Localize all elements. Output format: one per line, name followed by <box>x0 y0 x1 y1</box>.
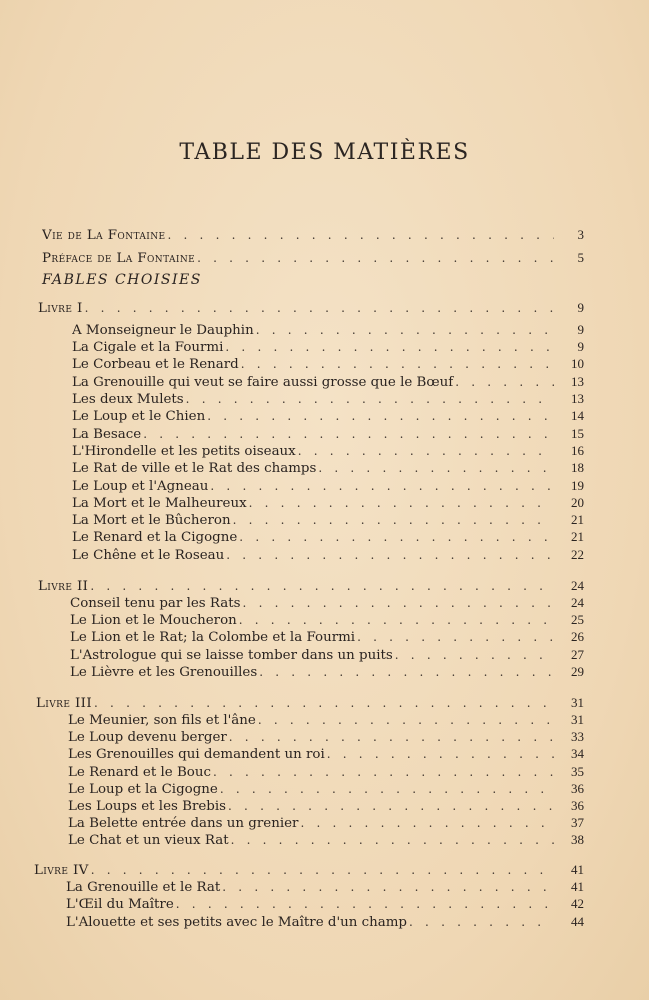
toc-entry <box>72 528 584 546</box>
toc-page-number: 9 <box>577 339 584 354</box>
toc-page-number: 33 <box>571 729 584 744</box>
toc-entry <box>66 878 584 896</box>
dot-leader <box>233 512 554 529</box>
dot-leader <box>207 408 554 425</box>
toc-page-number: 20 <box>571 495 584 510</box>
toc-entry-label: L'Astrologue qui se laisse tomber dans un puits <box>70 648 393 663</box>
dot-leader <box>197 250 554 267</box>
toc-page-number: 21 <box>571 512 584 527</box>
toc-entry-label: Les Loups et les Brebis <box>68 799 227 814</box>
toc-entry <box>72 459 584 477</box>
toc-page-number: 27 <box>571 647 584 662</box>
dot-leader <box>231 832 554 849</box>
toc-page-number: 16 <box>571 443 584 458</box>
dot-leader <box>258 712 554 729</box>
dot-leader <box>455 374 554 391</box>
toc-entry <box>72 511 584 529</box>
livre-heading <box>34 861 584 879</box>
dot-leader <box>298 443 554 460</box>
toc-entry-label: La Cigale et la Fourmi <box>72 340 224 355</box>
dot-leader <box>220 781 554 798</box>
dot-leader <box>168 227 555 244</box>
dot-leader <box>210 478 554 495</box>
toc-entry <box>70 611 584 629</box>
dot-leader <box>318 460 554 477</box>
dot-leader <box>395 647 554 664</box>
toc-page-number: 24 <box>571 595 584 610</box>
toc-page-number: 21 <box>571 529 584 544</box>
toc-page-number: 15 <box>571 426 584 441</box>
toc-entry <box>72 321 584 339</box>
dot-leader <box>239 612 554 629</box>
toc-entry-label: L'Alouette et ses petits avec le Maître d'un champ <box>66 915 408 930</box>
toc-entry-label: A Monseigneur le Dauphin <box>72 323 254 338</box>
toc-entry <box>72 355 584 373</box>
dot-leader <box>143 426 554 443</box>
dot-leader <box>229 729 554 746</box>
toc-page-number: 26 <box>571 629 584 644</box>
toc-page-number: 3 <box>577 227 584 242</box>
toc-entry-label: Les Grenouilles qui demandent un roi <box>68 747 325 762</box>
toc-page-number: 37 <box>571 815 584 830</box>
toc-entry <box>72 477 584 495</box>
toc-page-number: 13 <box>571 374 584 389</box>
toc-page-number: 38 <box>571 832 584 847</box>
toc-entry-label: La Grenouille qui veut se faire aussi grosse que le Bœuf <box>72 375 454 390</box>
dot-leader <box>90 578 554 595</box>
dot-leader <box>85 300 554 317</box>
toc-entry-vie <box>42 226 584 244</box>
toc-entry <box>68 745 584 763</box>
dot-leader <box>176 896 554 913</box>
toc-page-number: 29 <box>571 664 584 679</box>
toc-entry-preface <box>42 249 584 267</box>
toc-entry-label: Le Lion et le Moucheron <box>70 613 237 628</box>
toc-entry-label: Le Rat de ville et le Rat des champs <box>72 461 317 476</box>
dot-leader <box>243 595 554 612</box>
toc-entry <box>68 797 584 815</box>
toc-entry <box>68 831 584 849</box>
toc-entry-label: Conseil tenu par les Rats <box>70 596 241 611</box>
toc-page-number: 10 <box>571 356 584 371</box>
toc-page-number: 34 <box>571 746 584 761</box>
toc-entry <box>72 494 584 512</box>
toc-entry <box>70 663 584 681</box>
toc-page-number: 9 <box>577 322 584 337</box>
toc-entry-label: Le Loup et le Chien <box>72 409 206 424</box>
toc-page-number: 24 <box>571 578 584 593</box>
dot-leader <box>228 798 554 815</box>
toc-entry-label: Le Renard et la Cigogne <box>72 530 238 545</box>
livre-heading <box>36 694 584 712</box>
livre-label: Livre III <box>36 696 93 711</box>
toc-entry-label: La Belette entrée dans un grenier <box>68 816 299 831</box>
dot-leader <box>91 862 554 879</box>
toc-entry-label: Le Loup devenu berger <box>68 730 227 745</box>
toc-entry-label: Le Chat et un vieux Rat <box>68 833 229 848</box>
toc-entry <box>68 814 584 832</box>
livre-label: Livre II <box>38 579 89 594</box>
toc-entry <box>72 442 584 460</box>
toc-entry-label: La Mort et le Malheureux <box>72 496 247 511</box>
toc-entry <box>72 407 584 425</box>
toc-entry-label: Le Lièvre et les Grenouilles <box>70 665 258 680</box>
toc-entry <box>68 728 584 746</box>
dot-leader <box>94 695 554 712</box>
dot-leader <box>241 356 554 373</box>
toc-entry <box>70 628 584 646</box>
toc-page-number: 35 <box>571 764 584 779</box>
toc-entry <box>72 546 584 564</box>
toc-entry-label: L'Œil du Maître <box>66 897 174 912</box>
livre-label: Livre I <box>38 301 83 316</box>
toc-entry <box>72 338 584 356</box>
toc-entry <box>68 780 584 798</box>
toc-entry-label: Le Renard et le Bouc <box>68 765 211 780</box>
toc-page-number: 31 <box>571 695 584 710</box>
dot-leader <box>249 495 554 512</box>
toc-entry-label: Le Loup et l'Agneau <box>72 479 209 494</box>
toc-page-number: 42 <box>571 896 584 911</box>
dot-leader <box>222 879 554 896</box>
toc-entry <box>68 711 584 729</box>
toc-entry <box>72 390 584 408</box>
toc-page-number: 41 <box>571 879 584 894</box>
toc-entry <box>72 373 584 391</box>
dot-leader <box>259 664 554 681</box>
toc-page-number: 36 <box>571 781 584 796</box>
toc-entry <box>68 763 584 781</box>
toc-page-number: 13 <box>571 391 584 406</box>
dot-leader <box>226 547 554 564</box>
dot-leader <box>327 746 554 763</box>
dot-leader <box>225 339 554 356</box>
toc-entry <box>70 646 584 664</box>
dot-leader <box>409 914 554 931</box>
toc-page-number: 9 <box>577 300 584 315</box>
toc-page-number: 14 <box>571 408 584 423</box>
toc-entry <box>70 594 584 612</box>
toc-entry <box>72 425 584 443</box>
toc-page-number: 36 <box>571 798 584 813</box>
toc-entry <box>66 895 584 913</box>
dot-leader <box>186 391 554 408</box>
toc-entry-label: Le Lion et le Rat; la Colombe et la Fourmi <box>70 630 356 645</box>
dot-leader <box>213 764 554 781</box>
toc-entry-label: Le Meunier, son fils et l'âne <box>68 713 256 728</box>
dot-leader <box>300 815 554 832</box>
toc-entry-label: Les deux Mulets <box>72 392 184 407</box>
toc-entry-label: Vie de La Fontaine <box>42 228 166 243</box>
dot-leader <box>239 529 554 546</box>
toc-page-number: 18 <box>571 460 584 475</box>
toc-entry-label: L'Hirondelle et les petits oiseaux <box>72 444 296 459</box>
livre-heading <box>38 299 584 317</box>
toc-entry-label: Le Chêne et le Roseau <box>72 548 225 563</box>
toc-entry-label: La Grenouille et le Rat <box>66 880 221 895</box>
page-title: TABLE DES MATIÈRES <box>179 140 470 165</box>
toc-entry-label: La Mort et le Bûcheron <box>72 513 231 528</box>
toc-page-number: 31 <box>571 712 584 727</box>
toc-page-number: 44 <box>571 914 584 929</box>
toc-entry <box>66 913 584 931</box>
toc-entry-label: Préface de La Fontaine <box>42 251 196 266</box>
toc-page-number: 25 <box>571 612 584 627</box>
toc-entry-label: Le Loup et la Cigogne <box>68 782 218 797</box>
toc-page-number: 5 <box>577 250 584 265</box>
dot-leader <box>256 322 554 339</box>
toc-page-number: 19 <box>571 478 584 493</box>
toc-entry-label: Le Corbeau et le Renard <box>72 357 239 372</box>
livre-label: Livre IV <box>34 863 89 878</box>
livre-heading <box>38 577 584 595</box>
toc-page-number: 41 <box>571 862 584 877</box>
section-heading: FABLES CHOISIES <box>42 272 202 288</box>
dot-leader <box>357 629 554 646</box>
toc-page-number: 22 <box>571 547 584 562</box>
toc-entry-label: La Besace <box>72 427 142 442</box>
